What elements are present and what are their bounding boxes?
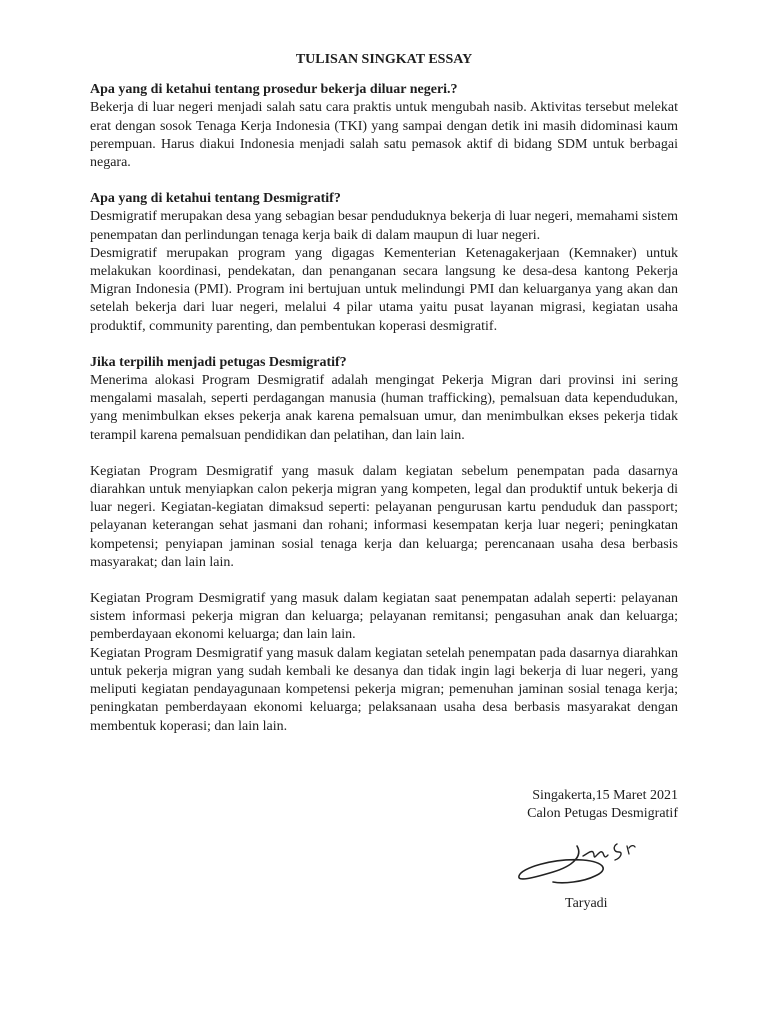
- place-date: Singakerta,15 Maret 2021: [532, 788, 678, 803]
- section-paragraph: Kegiatan Program Desmigratif yang masuk dalam kegiatan saat penempatan adalah seperti: pelayanan sistem informasi pekerja migran dan keluarga; pelayanan remitansi; pengasuhan anak dan keluarga; pemberdayaan ekonomi keluarga; dan lain lain.: [90, 591, 678, 643]
- section-petugas: [90, 354, 678, 736]
- signer-role: Calon Petugas Desmigratif: [527, 806, 678, 822]
- section-desmigratif: [90, 190, 678, 336]
- section-paragraph: Desmigratif merupakan program yang digagas Kementerian Ketenagakerjaan (Kemnaker) untuk melakukan koordinasi, pendekatan, dan penanganan secara langsung ke desa-desa kantong Pekerja Migran Indonesia (PMI). Program ini bertujuan untuk melindungi PMI dan keluarganya yang akan dan setelah bekerja dari luar negeri, melalui 4 pilar utama yaitu pusat layanan migrasi, kegiatan usaha produktif, community parenting, dan pembentukan koperasi desmigratif.: [90, 245, 678, 334]
- handwritten-signature: [513, 832, 663, 892]
- section-paragraph: Kegiatan Program Desmigratif yang masuk dalam kegiatan setelah penempatan pada dasarnya diarahkan untuk pekerja migran yang sudah kembali ke desanya dan tidak ingin lagi bekerja di luar negeri, yang meliputi kegiatan pendayagunaan kompetensi pekerja migran; pemenuhan jaminan sosial tenaga kerja; peningkatan pemberdayaan ekonomi keluarga; pelaksanaan usaha desa berbasis masyarakat dengan membentuk koperasi; dan lain lain.: [90, 645, 678, 734]
- section-question: Apa yang di ketahui tentang prosedur bekerja diluar negeri.?: [90, 82, 458, 98]
- section-paragraph: Menerima alokasi Program Desmigratif adalah mengingat Pekerja Migran dari provinsi ini sering mengalami masalah, seperti perdagangan manusia (human trafficking), pemalsuan data kependudukan, yang menimbulkan ekses pekerja anak karena pemalsuan umur, dan menimbulkan ekses pekerja tidak terampil karena pemalsuan pendidikan dan pelatihan, dan lain lain.: [90, 373, 678, 443]
- section-prosedur: [90, 81, 678, 172]
- section-paragraph: Desmigratif merupakan desa yang sebagian besar penduduknya bekerja di luar negeri, memahami sistem penempatan dan perlindungan tenaga kerja baik di dalam maupun di luar negeri.: [90, 209, 678, 243]
- closing-block: [527, 787, 678, 823]
- section-paragraph: Kegiatan Program Desmigratif yang masuk dalam kegiatan sebelum penempatan pada dasarnya diarahkan untuk menyiapkan calon pekerja migran yang kompeten, legal dan produktif untuk bekerja di luar negeri. Kegiatan-kegiatan dimaksud seperti: pelayanan pengurusan kartu penduduk dan passport; pelayanan keterangan sehat jasmani dan rohani; informasi kesempatan kerja luar negeri; peningkatan kompetensi; penyiapan jaminan sosial tenaga kerja dan keluarga; perencanaan usaha desa berbasis masyarakat; dan lain lain.: [90, 463, 678, 570]
- section-question: Jika terpilih menjadi petugas Desmigratif?: [90, 354, 347, 370]
- section-paragraph: Bekerja di luar negeri menjadi salah satu cara praktis untuk mengubah nasib. Aktivitas tersebut melekat erat dengan sosok Tenaga Kerja Indonesia (TKI) yang sampai dengan detik ini masih didominasi kaum perempuan. Harus diakui Indonesia menjadi salah satu pemasok aktif di bidang SDM untuk berbagai negara.: [90, 100, 678, 171]
- document-title: TULISAN SINGKAT ESSAY: [295, 52, 473, 67]
- section-question: Apa yang di ketahui tentang Desmigratif?: [90, 191, 341, 207]
- signer-name: Taryadi: [565, 896, 608, 911]
